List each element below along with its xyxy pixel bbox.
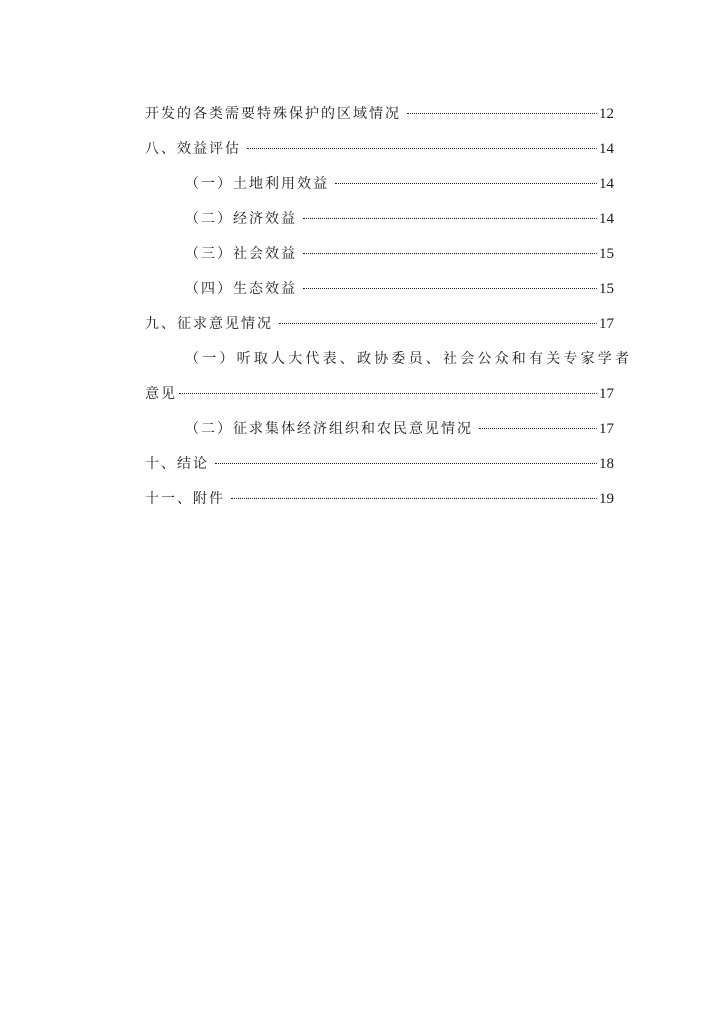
toc-page-number: 12	[599, 106, 614, 122]
toc-entry-continuation[interactable]	[145, 377, 614, 412]
toc-page-number: 14	[599, 176, 614, 192]
toc-page-number: 15	[599, 281, 614, 297]
toc-entry-title: 十、结论	[145, 456, 209, 472]
dot-leader	[279, 323, 597, 324]
toc-page-number: 19	[599, 491, 614, 507]
toc-page-number: 17	[599, 316, 614, 332]
toc-entry[interactable]	[145, 447, 614, 482]
toc-entry-title: （四）生态效益	[185, 281, 297, 297]
toc-entry-title: （二）征求集体经济组织和农民意见情况	[185, 421, 473, 437]
dot-leader	[303, 218, 597, 219]
toc-entry-title: 意见	[145, 386, 177, 402]
toc-entry[interactable]	[145, 272, 614, 307]
toc-entry[interactable]	[145, 202, 614, 237]
toc-entry[interactable]	[145, 97, 614, 132]
dot-leader	[303, 288, 597, 289]
toc-page-number: 14	[599, 211, 614, 227]
dot-leader	[303, 253, 597, 254]
toc-entry-title: （一）土地利用效益	[185, 176, 329, 192]
toc-entry[interactable]	[145, 307, 614, 342]
dot-leader	[335, 183, 597, 184]
toc-page-number: 15	[599, 246, 614, 262]
dot-leader	[215, 463, 597, 464]
dot-leader	[179, 393, 597, 394]
toc-page-number: 18	[599, 456, 614, 472]
toc-entry[interactable]	[145, 342, 633, 377]
toc-entry-title: 十一、附件	[145, 491, 225, 507]
toc-page-number: 17	[599, 386, 614, 402]
toc-entry[interactable]	[145, 167, 614, 202]
toc-entry-title: （一）听取人大代表、政协委员、社会公众和有关专家学者	[185, 351, 633, 367]
toc-entry[interactable]	[145, 237, 614, 272]
toc-entry[interactable]	[145, 132, 614, 167]
dot-leader	[407, 113, 597, 114]
table-of-contents	[145, 97, 633, 517]
toc-entry-title: 开发的各类需要特殊保护的区域情况	[145, 106, 401, 122]
toc-entry[interactable]	[145, 482, 614, 517]
dot-leader	[479, 428, 597, 429]
toc-entry[interactable]	[145, 412, 614, 447]
toc-entry-title: （三）社会效益	[185, 246, 297, 262]
toc-page-number: 17	[599, 421, 614, 437]
dot-leader	[231, 498, 597, 499]
toc-page-number: 14	[599, 141, 614, 157]
toc-entry-title: 八、效益评估	[145, 141, 241, 157]
toc-entry-title: 九、征求意见情况	[145, 316, 273, 332]
dot-leader	[247, 148, 597, 149]
toc-entry-title: （二）经济效益	[185, 211, 297, 227]
